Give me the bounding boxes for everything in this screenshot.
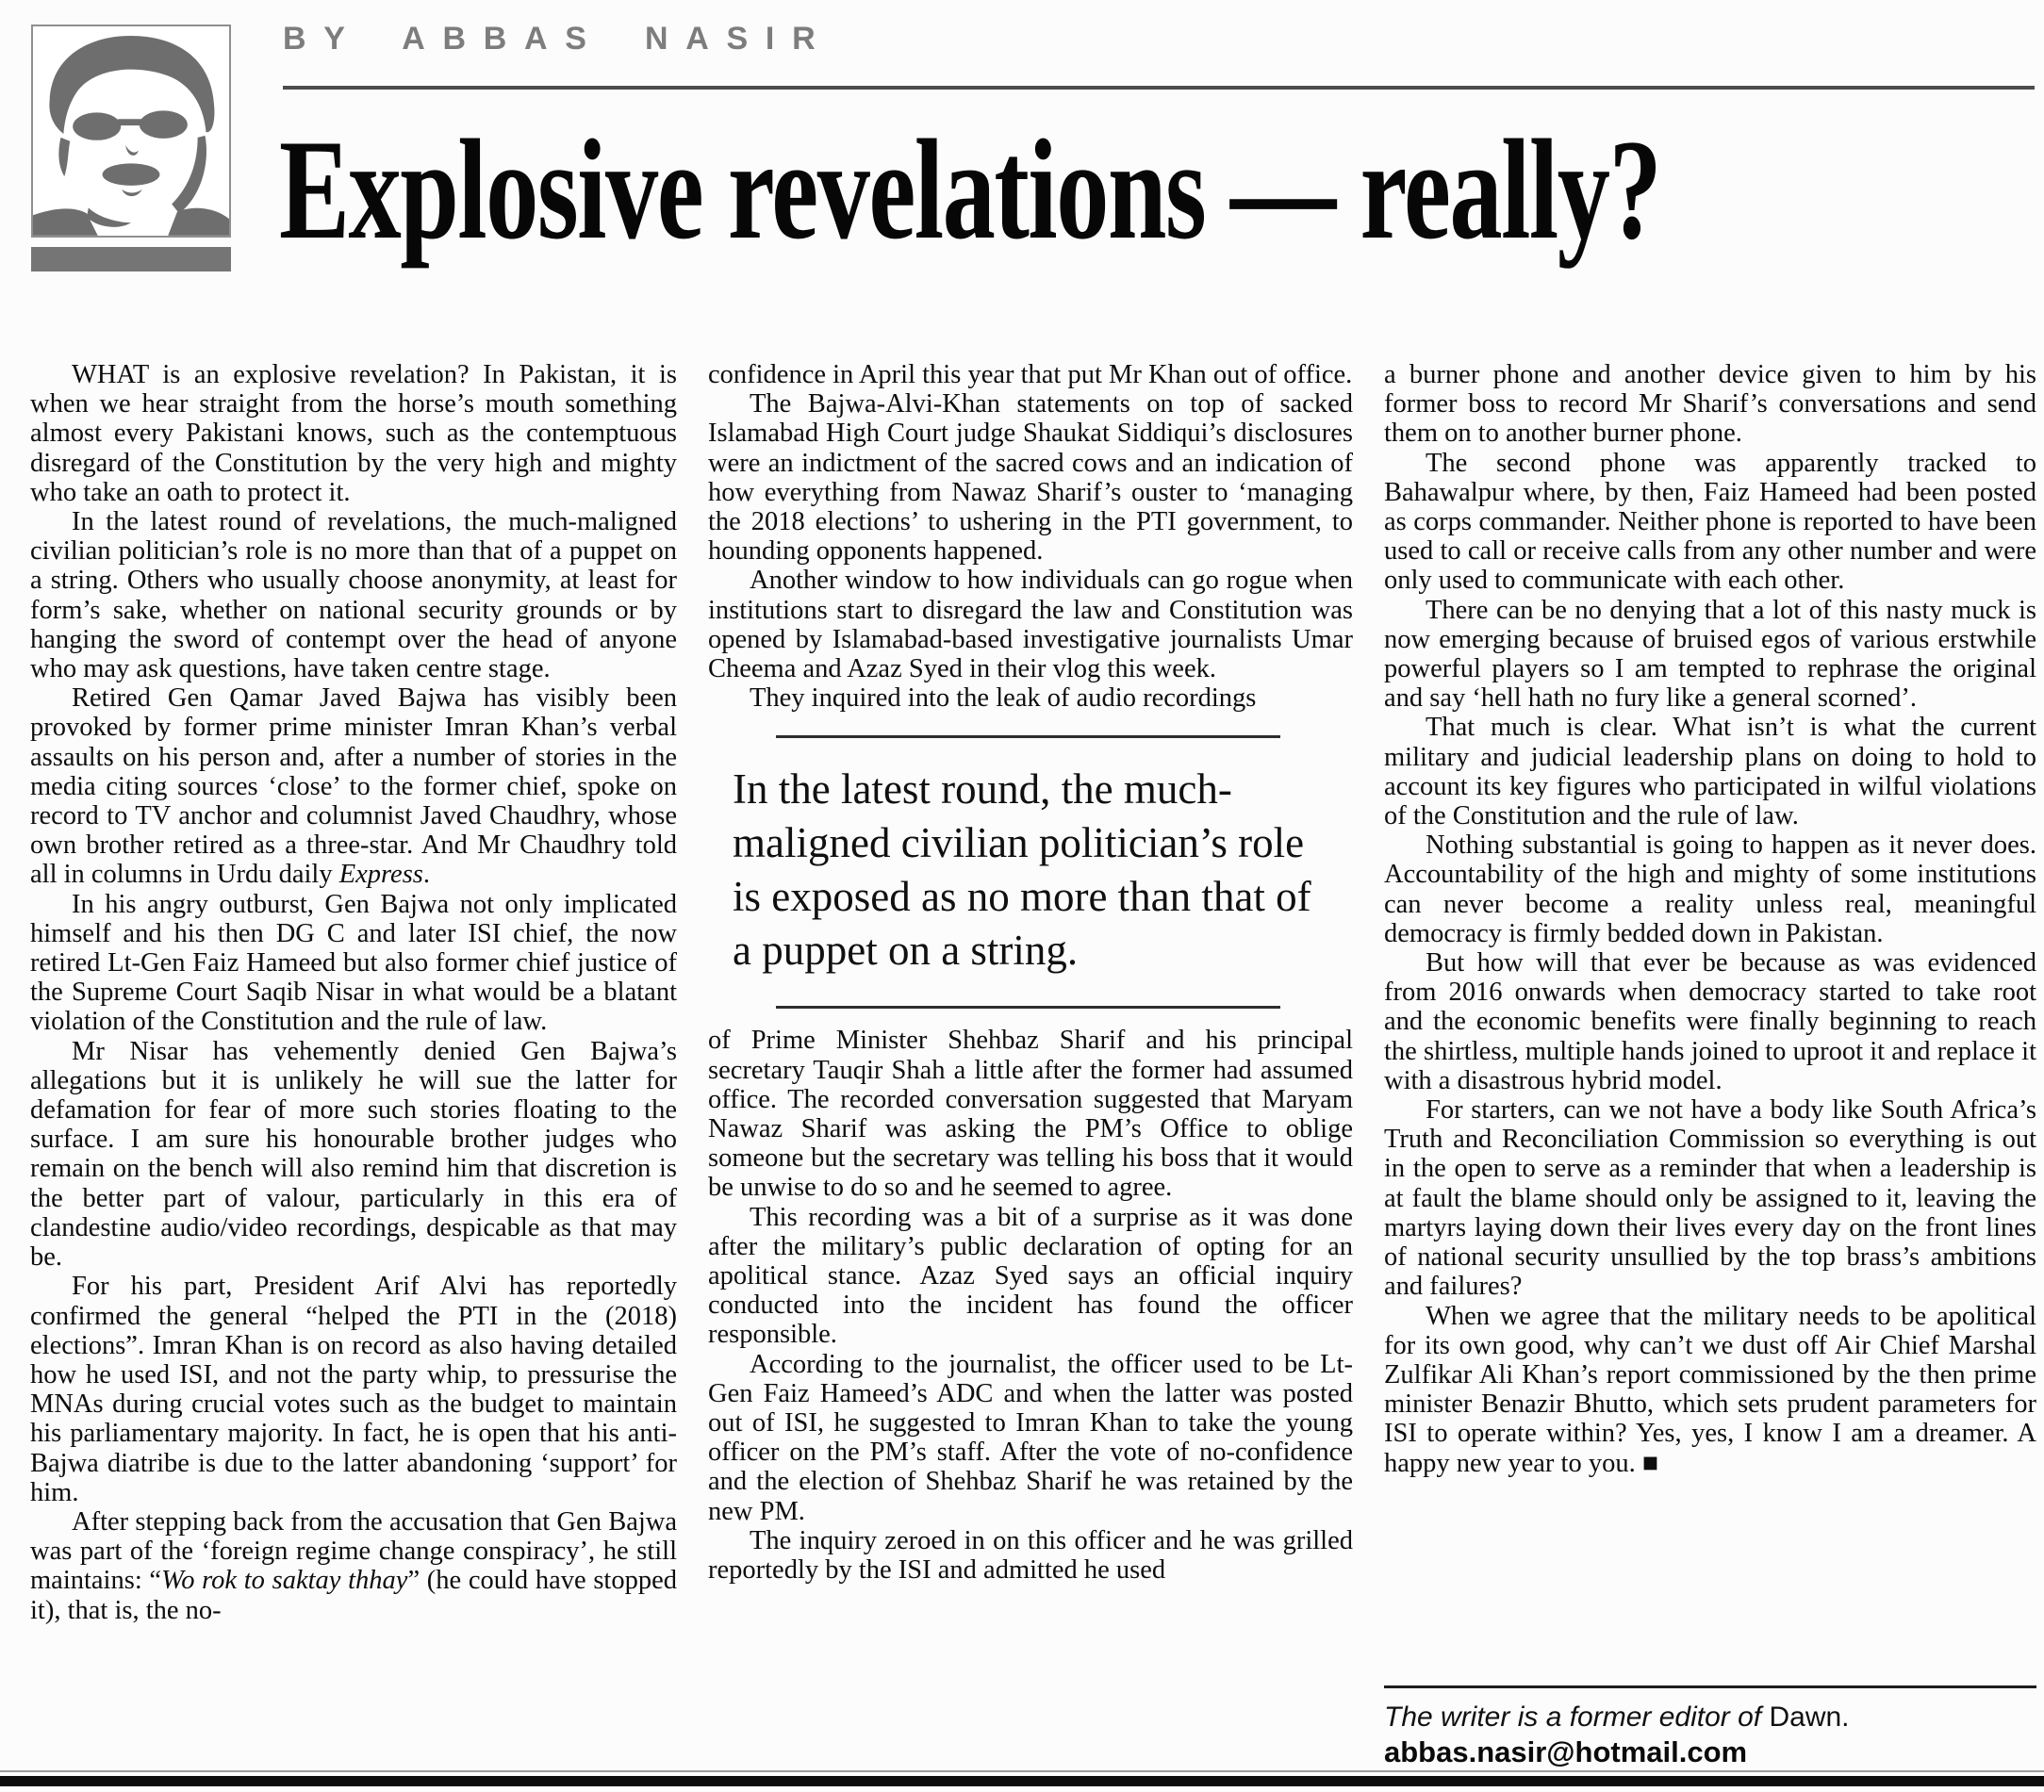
writer-credit-text: The writer is a former editor of <box>1384 1702 1770 1733</box>
article-paragraph: That much is clear. What isn’t is what the current military and judicial leadership plans on doing to hold to account its key figures who participated in wilful violations of the Constitution and the rule of law. <box>1384 713 2036 831</box>
pull-quote-divider-bottom <box>776 1006 1280 1009</box>
author-photo <box>31 25 231 238</box>
writer-credit-publication: Dawn. <box>1769 1702 1850 1733</box>
article-paragraph: of Prime Minister Shehbaz Sharif and his principal secretary Tauqir Shah a little after the former had assumed office. The recorded conversation suggested that Maryam Nawaz Sharif was asking the PM’s Office to oblige someone but the secretary was telling his boss that it would be unwise to do so and he seemed to agree. <box>708 1026 1353 1203</box>
article-paragraph: Nothing substantial is going to happen as it never does. Accountability of the high and mighty of some institutions can never become a reality unless real, meaningful democracy is firmly bedded down in Pakistan. <box>1384 830 2036 948</box>
article-paragraph: They inquired into the leak of audio recordings <box>750 683 1257 714</box>
author-portrait-image <box>33 26 229 236</box>
article-paragraph: Retired Gen Qamar Javed Bajwa has visibly been provoked by former prime minister Imran Khan’s verbal assaults on his person and, after a number of stories in the media citing sources ‘close’ to the former chief, spoke on record to TV anchor and columnist Javed Chaudhry, whose own brother retired as a three-star. And Mr Chaudhry told all in columns in Urdu daily Express. <box>30 683 677 890</box>
article-paragraph: Mr Nisar has vehemently denied Gen Bajwa’s allegations but it is unlikely he will sue the latter for defamation for fear of more such stories floating to the surface. I am sure his honourable brother judges who remain on the bench will also remind him that discretion is the better part of valour, particularly in this era of clandestine audio/video recordings, despicable as that may be. <box>30 1036 677 1273</box>
article-column-1 <box>30 360 677 1768</box>
article-paragraph: WHAT is an explosive revelation? In Pakistan, it is when we hear straight from the horse’s mouth something almost every Pakistani knows, such as the contemptuous disregard of the Constitution by the very high and mighty who take an oath to protect it. <box>30 360 677 507</box>
article-paragraph: For his part, President Arif Alvi has reportedly confirmed the general “helped the PTI in the (2018) elections”. Imran Khan is on record as also having detailed how he used ISI, and not the party whip, to pressurise the MNAs during crucial votes such as the budget to maintain his parliamentary majority. In fact, he is open that his anti-Bajwa diatribe is due to the latter abandoning ‘support’ for him. <box>30 1272 677 1507</box>
article-paragraph: a burner phone and another device given to him by his former boss to record Mr Sharif’s conversations and send them on to another burner phone. <box>1384 360 2036 449</box>
article-paragraph: This recording was a bit of a surprise as it was done after the military’s public declaration of opting for an apolitical stance. Azaz Syed says an official inquiry conducted into the incident has found the officer responsible. <box>708 1202 1353 1350</box>
article-paragraph: confidence in April this year that put Mr Khan out of office. <box>708 360 1353 389</box>
article-paragraph: For starters, can we not have a body like South Africa’s Truth and Reconciliation Commission so everything is out in the open to serve as a reminder that when a leadership is at fault the blame should only be assigned to it, leaving the martyrs laying down their lives every day on the front lines of national security unsullied by the top brass’s ambitions and failures? <box>1384 1095 2036 1302</box>
article-paragraph: Another window to how individuals can go rogue when institutions start to disregard the law and Constitution was opened by Islamabad-based investigative journalists Umar Cheema and Azaz Syed in their vlog this week. <box>708 566 1353 684</box>
page-bottom-border <box>0 1776 2044 1786</box>
article-column-2 <box>708 360 1353 1768</box>
photo-caption-bar <box>31 247 231 271</box>
article-paragraph: The second phone was apparently tracked to Bahawalpur where, by then, Faiz Hameed had been posted as corps commander. Neither phone is reported to have been used to call or receive calls from any other number and were only used to communicate with each other. <box>1384 448 2036 596</box>
pull-quote-text: In the latest round, the much-maligned civilian politician’s role is exposed as no more than that of a puppet on a string. <box>733 765 1311 975</box>
article-paragraph: The Bajwa-Alvi-Khan statements on top of sacked Islamabad High Court judge Shaukat Siddiqui’s disclosures were an indictment of the sacred cows and an indication of how everything from Nawaz Sharif’s ouster to ‘managing the 2018 elections’ to ushering in the PTI government, to hounding opponents happened. <box>708 389 1353 567</box>
author-byline: BY ABBAS NASIR <box>283 21 833 57</box>
article-headline: Explosive revelations — really? <box>279 110 1661 269</box>
writer-credit <box>1384 1702 2036 1734</box>
article-column-2-top <box>708 360 1353 713</box>
article-column-3 <box>1384 360 2036 1768</box>
footer-divider <box>1384 1685 2036 1688</box>
article-paragraph: But how will that ever be because as was evidenced from 2016 onwards when democracy started to take root and the economic benefits were finally beginning to reach the shirtless, multiple hands joined to uproot it and replace it with a disastrous hybrid model. <box>1384 948 2036 1095</box>
article-paragraph: The inquiry zeroed in on this officer and he was grilled reportedly by the ISI and admitted he used <box>708 1525 1353 1586</box>
article-paragraph: There can be no denying that a lot of this nasty muck is now emerging because of bruised egos of various erstwhile powerful players so I am tempted to rephrase the original and say ‘hell hath no fury like a general scorned’. <box>1384 595 2036 714</box>
article-paragraph: In his angry outburst, Gen Bajwa not only implicated himself and his then DG C and later ISI chief, the now retired Lt-Gen Faiz Hameed but also former chief justice of the Supreme Court Saqib Nisar in what would be a blatant violation of the Constitution and the rule of law. <box>30 889 677 1037</box>
writer-email: abbas.nasir@hotmail.com <box>1384 1735 1748 1768</box>
pull-quote <box>708 735 1353 1009</box>
article-paragraph: When we agree that the military needs to be apolitical for its own good, why can’t we dust off Air Chief Marshal Zulfikar Ali Khan’s report commissioned by the then prime minister Benazir Bhutto, which sets prudent parameters for ISI to operate within? Yes, yes, I know I am a dreamer. A happy new year to you. ■ <box>1384 1301 2036 1478</box>
article-footer <box>1384 1685 2036 1769</box>
page-bottom-divider-thin <box>0 1770 2044 1772</box>
article-paragraph: According to the journalist, the officer used to be Lt-Gen Faiz Hameed’s ADC and when the latter was posted out of ISI, he suggested to Imran Khan to take the young officer on the PM’s staff. After the vote of no-confidence and the election of Shehbaz Sharif he was retained by the new PM. <box>708 1349 1353 1526</box>
article-paragraph: After stepping back from the accusation that Gen Bajwa was part of the ‘foreign regime change conspiracy’, he still maintains: “Wo rok to saktay thhay” (he could have stopped it), that is, the no- <box>30 1506 677 1625</box>
byline-divider <box>283 86 2035 90</box>
article-paragraph: In the latest round of revelations, the much-maligned civilian politician’s role is no more than that of a puppet on a string. Others who usually choose anonymity, at least for form’s sake, whether on national security grounds or by hanging the sword of contempt over the head of anyone who may ask questions, have taken centre stage. <box>30 507 677 684</box>
article-column-2-bottom <box>708 1026 1353 1585</box>
